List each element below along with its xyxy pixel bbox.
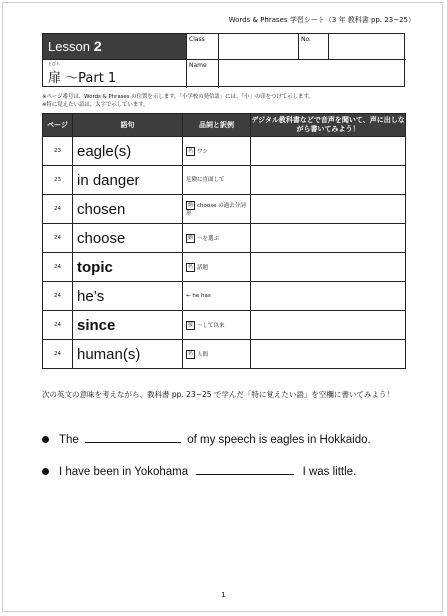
writing-cell[interactable] (251, 282, 406, 311)
row-meaning: ワシ (197, 148, 209, 155)
exercise-text-before: I have been in Yokohama (59, 466, 189, 478)
answer-blank[interactable] (85, 441, 181, 443)
exercise-item (42, 434, 371, 446)
part-of-speech-icon: 名 (187, 350, 193, 357)
row-page: 23 (43, 137, 73, 166)
no-label: No. (301, 36, 311, 43)
writing-cell[interactable] (251, 195, 406, 224)
row-word: human(s) (73, 340, 183, 369)
bullet-icon (42, 436, 49, 443)
row-page: 24 (43, 340, 73, 369)
row-meaning: 〜を選ぶ (197, 235, 220, 242)
header-pos: 品詞と訳例 (183, 114, 251, 137)
header-page: ページ (43, 114, 73, 137)
exercise-text-after: I was little. (302, 466, 357, 478)
table-header-row (43, 114, 406, 137)
lesson-label: Lesson (48, 39, 90, 54)
sheet-title: Words & Phrases 学習シート（3 年 教科書 pp. 23~25） (228, 16, 415, 24)
row-word: in danger (73, 166, 183, 195)
row-word: since (73, 311, 183, 340)
name-label: Name (189, 62, 207, 69)
header-practice: デジタル教科書などで音声を聞いて、声に出しながら書いてみよう！ (251, 114, 406, 137)
writing-cell[interactable] (251, 224, 406, 253)
row-word: chosen (73, 195, 183, 224)
number-field[interactable] (329, 34, 405, 59)
part-of-speech-icon: 接 (187, 321, 193, 328)
exercise-text-after: of my speech is eagles in Hokkaido. (187, 434, 371, 446)
row-meaning: 人間 (197, 351, 209, 358)
row-page: 24 (43, 311, 73, 340)
row-page: 24 (43, 224, 73, 253)
writing-cell[interactable] (251, 137, 406, 166)
row-pos (183, 253, 251, 282)
row-meaning: 話題 (197, 264, 209, 271)
part-of-speech-icon: 名 (187, 263, 193, 270)
part-of-speech-icon: 動 (187, 201, 193, 208)
part-ruby: とびら (48, 61, 60, 66)
table-row (43, 282, 406, 311)
row-meaning: choose の過去分詞形 (186, 202, 246, 217)
table-row (43, 166, 406, 195)
name-field[interactable] (219, 60, 405, 87)
row-pos (183, 340, 251, 369)
row-pos (183, 282, 251, 311)
row-page: 23 (43, 166, 73, 195)
row-meaning: 危険に直面して (186, 177, 225, 183)
row-page: 24 (43, 282, 73, 311)
row-pos (183, 137, 251, 166)
header-word: 語句 (73, 114, 183, 137)
divider (186, 34, 187, 88)
row-page: 24 (43, 253, 73, 282)
vocab-table (42, 113, 406, 369)
part-title: 扉 〜Part 1 (48, 71, 117, 86)
table-row (43, 195, 406, 224)
row-meaning: 〜して以来 (197, 322, 225, 329)
class-label: Class (189, 36, 205, 43)
row-pos (183, 166, 251, 195)
part-of-speech-icon: 名 (187, 147, 193, 154)
writing-cell[interactable] (251, 311, 406, 340)
row-word: eagle(s) (73, 137, 183, 166)
divider (298, 34, 299, 59)
notes (42, 93, 314, 109)
note-line: ※特に覚えたい語は、太字で示しています。 (42, 102, 149, 108)
row-meaning: ← he has (186, 293, 211, 299)
row-page: 24 (43, 195, 73, 224)
answer-blank[interactable] (196, 473, 294, 475)
lesson-box (42, 33, 405, 87)
row-pos (183, 195, 251, 224)
table-row (43, 137, 406, 166)
instruction-text: 次の英文の意味を考えながら、教科書 pp. 23~25 で学んだ「特に覚えたい語」を空欄に書いてみよう！ (42, 390, 394, 399)
writing-cell[interactable] (251, 166, 406, 195)
page-number: 1 (221, 591, 226, 599)
class-field[interactable] (219, 34, 297, 59)
writing-cell[interactable] (251, 340, 406, 369)
table-row (43, 224, 406, 253)
note-line: ※ページ番号は、Words & Phrases の位置を示します。「小学校の発信語」には、「小」の印をつけて示します。 (42, 94, 314, 100)
exercise-text-before: The (59, 434, 79, 446)
row-pos (183, 311, 251, 340)
table-row (43, 340, 406, 369)
bullet-icon (42, 468, 49, 475)
writing-cell[interactable] (251, 253, 406, 282)
row-word: choose (73, 224, 183, 253)
lesson-number: 2 (93, 38, 102, 54)
exercise-item (42, 466, 356, 478)
lesson-heading (43, 34, 186, 59)
row-word: topic (73, 253, 183, 282)
row-pos (183, 224, 251, 253)
table-row (43, 311, 406, 340)
part-of-speech-icon: 動 (187, 234, 193, 241)
row-word: he’s (73, 282, 183, 311)
table-row (43, 253, 406, 282)
